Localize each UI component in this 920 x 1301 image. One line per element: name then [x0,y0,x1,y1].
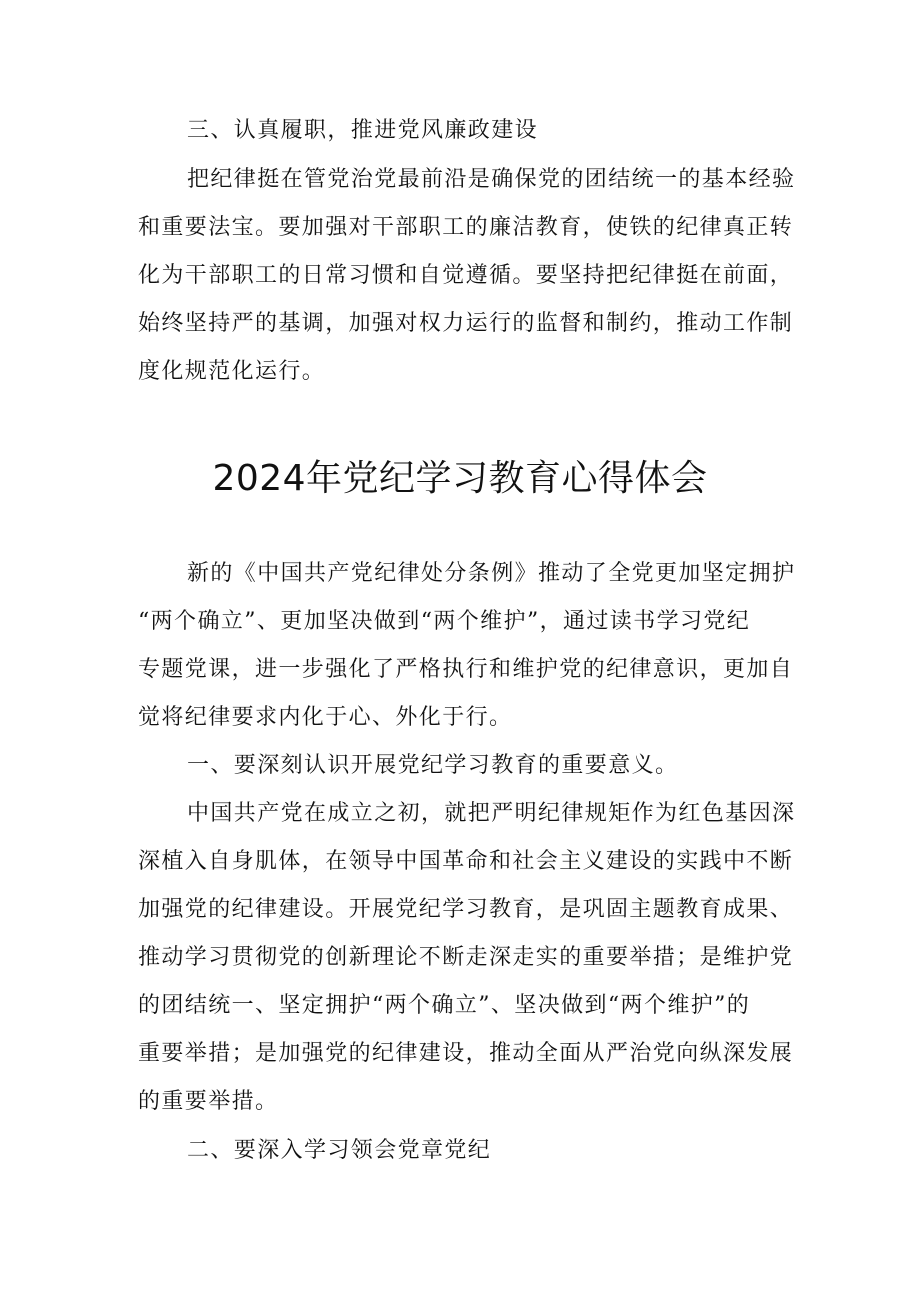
paragraph-line: 深植入自身肌体，在领导中国革命和社会主义建设的实践中不断 [138,849,794,874]
paragraph-line: 化为干部职工的日常习惯和自觉遵循。要坚持把纪律挺在前面， [138,263,794,288]
document-title: 2024年党纪学习教育心得体会 [212,458,708,499]
paragraph-line: 度化规范化运行。 [138,359,326,384]
paragraph-line: 推动学习贯彻党的创新理论不断走深走实的重要举措；是维护党 [138,945,794,970]
paragraph-line: 觉将纪律要求内化于心、外化于行。 [138,705,513,730]
paragraph-line: 的重要举措。 [138,1089,279,1114]
section-heading-2: 二、要深入学习领会党章党纪 [187,1138,492,1163]
paragraph-line: 把纪律挺在管党治党最前沿是确保党的团结统一的基本经验 [187,167,796,192]
paragraph-line: 新的《中国共产党纪律处分条例》推动了全党更加坚定拥护 [187,561,796,586]
paragraph-line: 和重要法宝。要加强对干部职工的廉洁教育，使铁的纪律真正转 [138,215,794,240]
paragraph-line: 重要举措；是加强党的纪律建设，推动全面从严治党向纵深发展 [138,1041,794,1066]
paragraph-line: 加强党的纪律建设。开展党纪学习教育，是巩固主题教育成果、 [138,897,794,922]
paragraph-line: “两个确立”、更加坚决做到“两个维护”，通过读书学习党纪 [138,609,751,634]
paragraph-line: 始终坚持严的基调，加强对权力运行的监督和制约，推动工作制 [138,311,794,336]
paragraph-line: 专题党课，进一步强化了严格执行和维护党的纪律意识，更加自 [138,657,794,682]
paragraph-line: 中国共产党在成立之初，就把严明纪律规矩作为红色基因深 [187,801,796,826]
section-heading-3: 三、认真履职，推进党风廉政建设 [187,118,539,143]
section-heading-1: 一、要深刻认识开展党纪学习教育的重要意义。 [187,753,679,778]
paragraph-line: 的团结统一、坚定拥护“两个确立”、坚决做到“两个维护”的 [138,993,751,1018]
